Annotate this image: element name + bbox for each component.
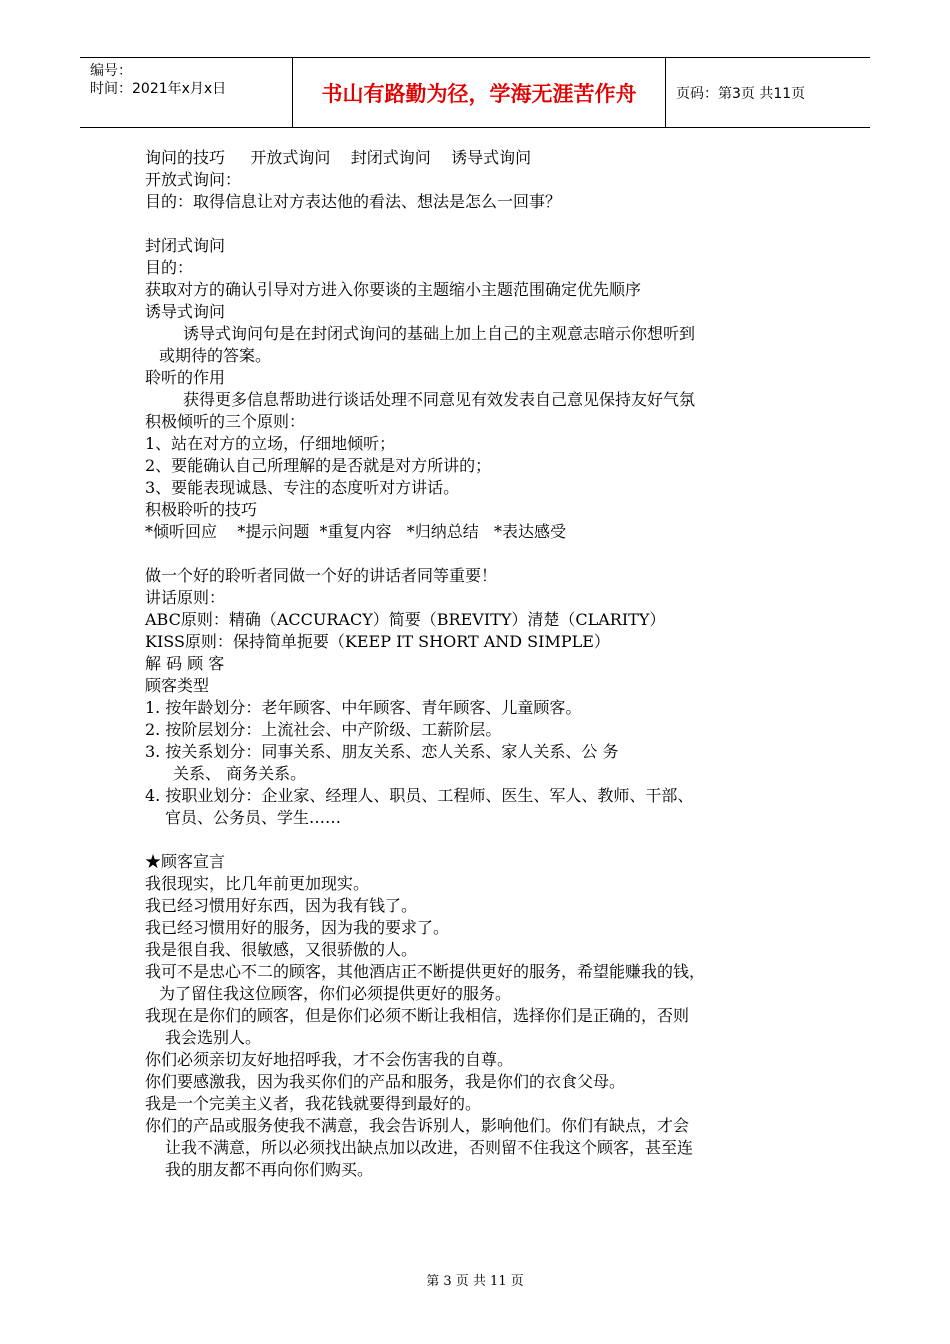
blank-line [145,543,815,565]
text-line: 我是一个完美主义者，我花钱就要得到最好的。 [145,1094,482,1113]
text-line: 做一个好的聆听者同做一个好的讲话者同等重要！ [145,566,498,585]
text-line: 关系、 商务关系。 [173,764,307,783]
page-footer: 第 3 页 共 11 页 [426,1274,524,1289]
text-line: 你们必须亲切友好地招呼我，才不会伤害我的自尊。 [145,1050,514,1069]
text-line: 1、站在对方的立场，仔细地倾听； [145,434,396,453]
text-line: 2. 按阶层划分：上流社会、中产阶级、工薪阶层。 [145,720,502,739]
text-line: 我的朋友都不再向你们购买。 [165,1160,374,1179]
header-meta [80,58,293,127]
text-line: 或期待的答案。 [159,346,272,365]
text-line: 获得更多信息帮助进行谈话处理不同意见有效发表自己意见保持友好气氛 [183,390,696,409]
number-label: 编号： [90,63,132,79]
text-line: 为了留住我这位顾客，你们必须提供更好的服务。 [159,984,512,1003]
text-line: 我已经习惯用好的服务，因为我的要求了。 [145,918,450,937]
text-line: 你们要感激我，因为我买你们的产品和服务，我是你们的衣食父母。 [145,1072,626,1091]
text-line: 我现在是你们的顾客，但是你们必须不断让我相信，选择你们是正确的，否则 [145,1006,690,1025]
header-motto: 书山有路勤为径，学海无涯苦作舟 [293,58,666,127]
text-line: 封闭式询问 [145,236,226,255]
blank-line [145,829,815,851]
text-line: 4. 按职业划分：企业家、经理人、职员、工程师、医生、军人、教师、干部、 [145,786,694,805]
text-line: *倾听回应 *提示问题 *重复内容 *归纳总结 *表达感受 [145,522,567,541]
text-line: 3、要能表现诚恳、专注的态度听对方讲话。 [145,478,460,497]
text-line: 你们的产品或服务使我不满意，我会告诉别人，影响他们。你们有缺点，才会 [145,1116,690,1135]
text-line: 聆听的作用 [145,368,226,387]
text-line: ABC原则：精确（ACCURACY）简要（BREVITY）清楚（CLARITY） [145,610,666,629]
document-body [145,147,815,1181]
text-line: 我已经习惯用好东西，因为我有钱了。 [145,896,418,915]
text-line: 我是很自我、很敏感，又很骄傲的人。 [145,940,418,959]
text-line: 开放式询问： [145,170,242,189]
text-line: 顾客类型 [145,676,210,695]
text-line: ★顾客宣言 [145,852,226,871]
text-line: 我很现实，比几年前更加现实。 [145,874,370,893]
text-line: 我会选别人。 [165,1028,262,1047]
header-page-info: 页码：第3页 共11页 [676,85,806,102]
text-line: 诱导式询问 [145,302,226,321]
text-line: 让我不满意，所以必须找出缺点加以改进，否则留不住我这个顾客，甚至连 [165,1138,694,1157]
text-line: 解 码 顾 客 [145,654,225,673]
text-line: 目的： [145,258,194,277]
time-label: 时间：2021年x月x日 [90,81,227,97]
page-header [80,57,870,128]
text-line: 诱导式询问句是在封闭式询问的基础上加上自己的主观意志暗示你想听到 [183,324,696,343]
text-line: 询问的技巧 开放式询问 封闭式询问 诱导式询问 [145,148,532,167]
text-line: 积极聆听的技巧 [145,500,258,519]
text-line: 获取对方的确认引导对方进入你要谈的主题缩小主题范围确定优先顺序 [145,280,642,299]
text-line: 2、要能确认自己所理解的是否就是对方所讲的； [145,456,492,475]
text-line: 1. 按年龄划分：老年顾客、中年顾客、青年顾客、儿童顾客。 [145,698,582,717]
text-line: 我可不是忠心不二的顾客，其他酒店正不断提供更好的服务，希望能赚我的钱， [145,962,706,981]
text-line: 讲话原则： [145,588,226,607]
text-line: KISS原则：保持简单扼要（KEEP IT SHORT AND SIMPLE） [145,632,610,651]
text-line: 目的：取得信息让对方表达他的看法、想法是怎么一回事？ [145,192,562,211]
blank-line [145,213,815,235]
text-line: 积极倾听的三个原则： [145,412,306,431]
text-line: 3. 按关系划分：同事关系、朋友关系、恋人关系、家人关系、公 务 [145,742,619,761]
text-line: 官员、公务员、学生…… [165,808,342,827]
